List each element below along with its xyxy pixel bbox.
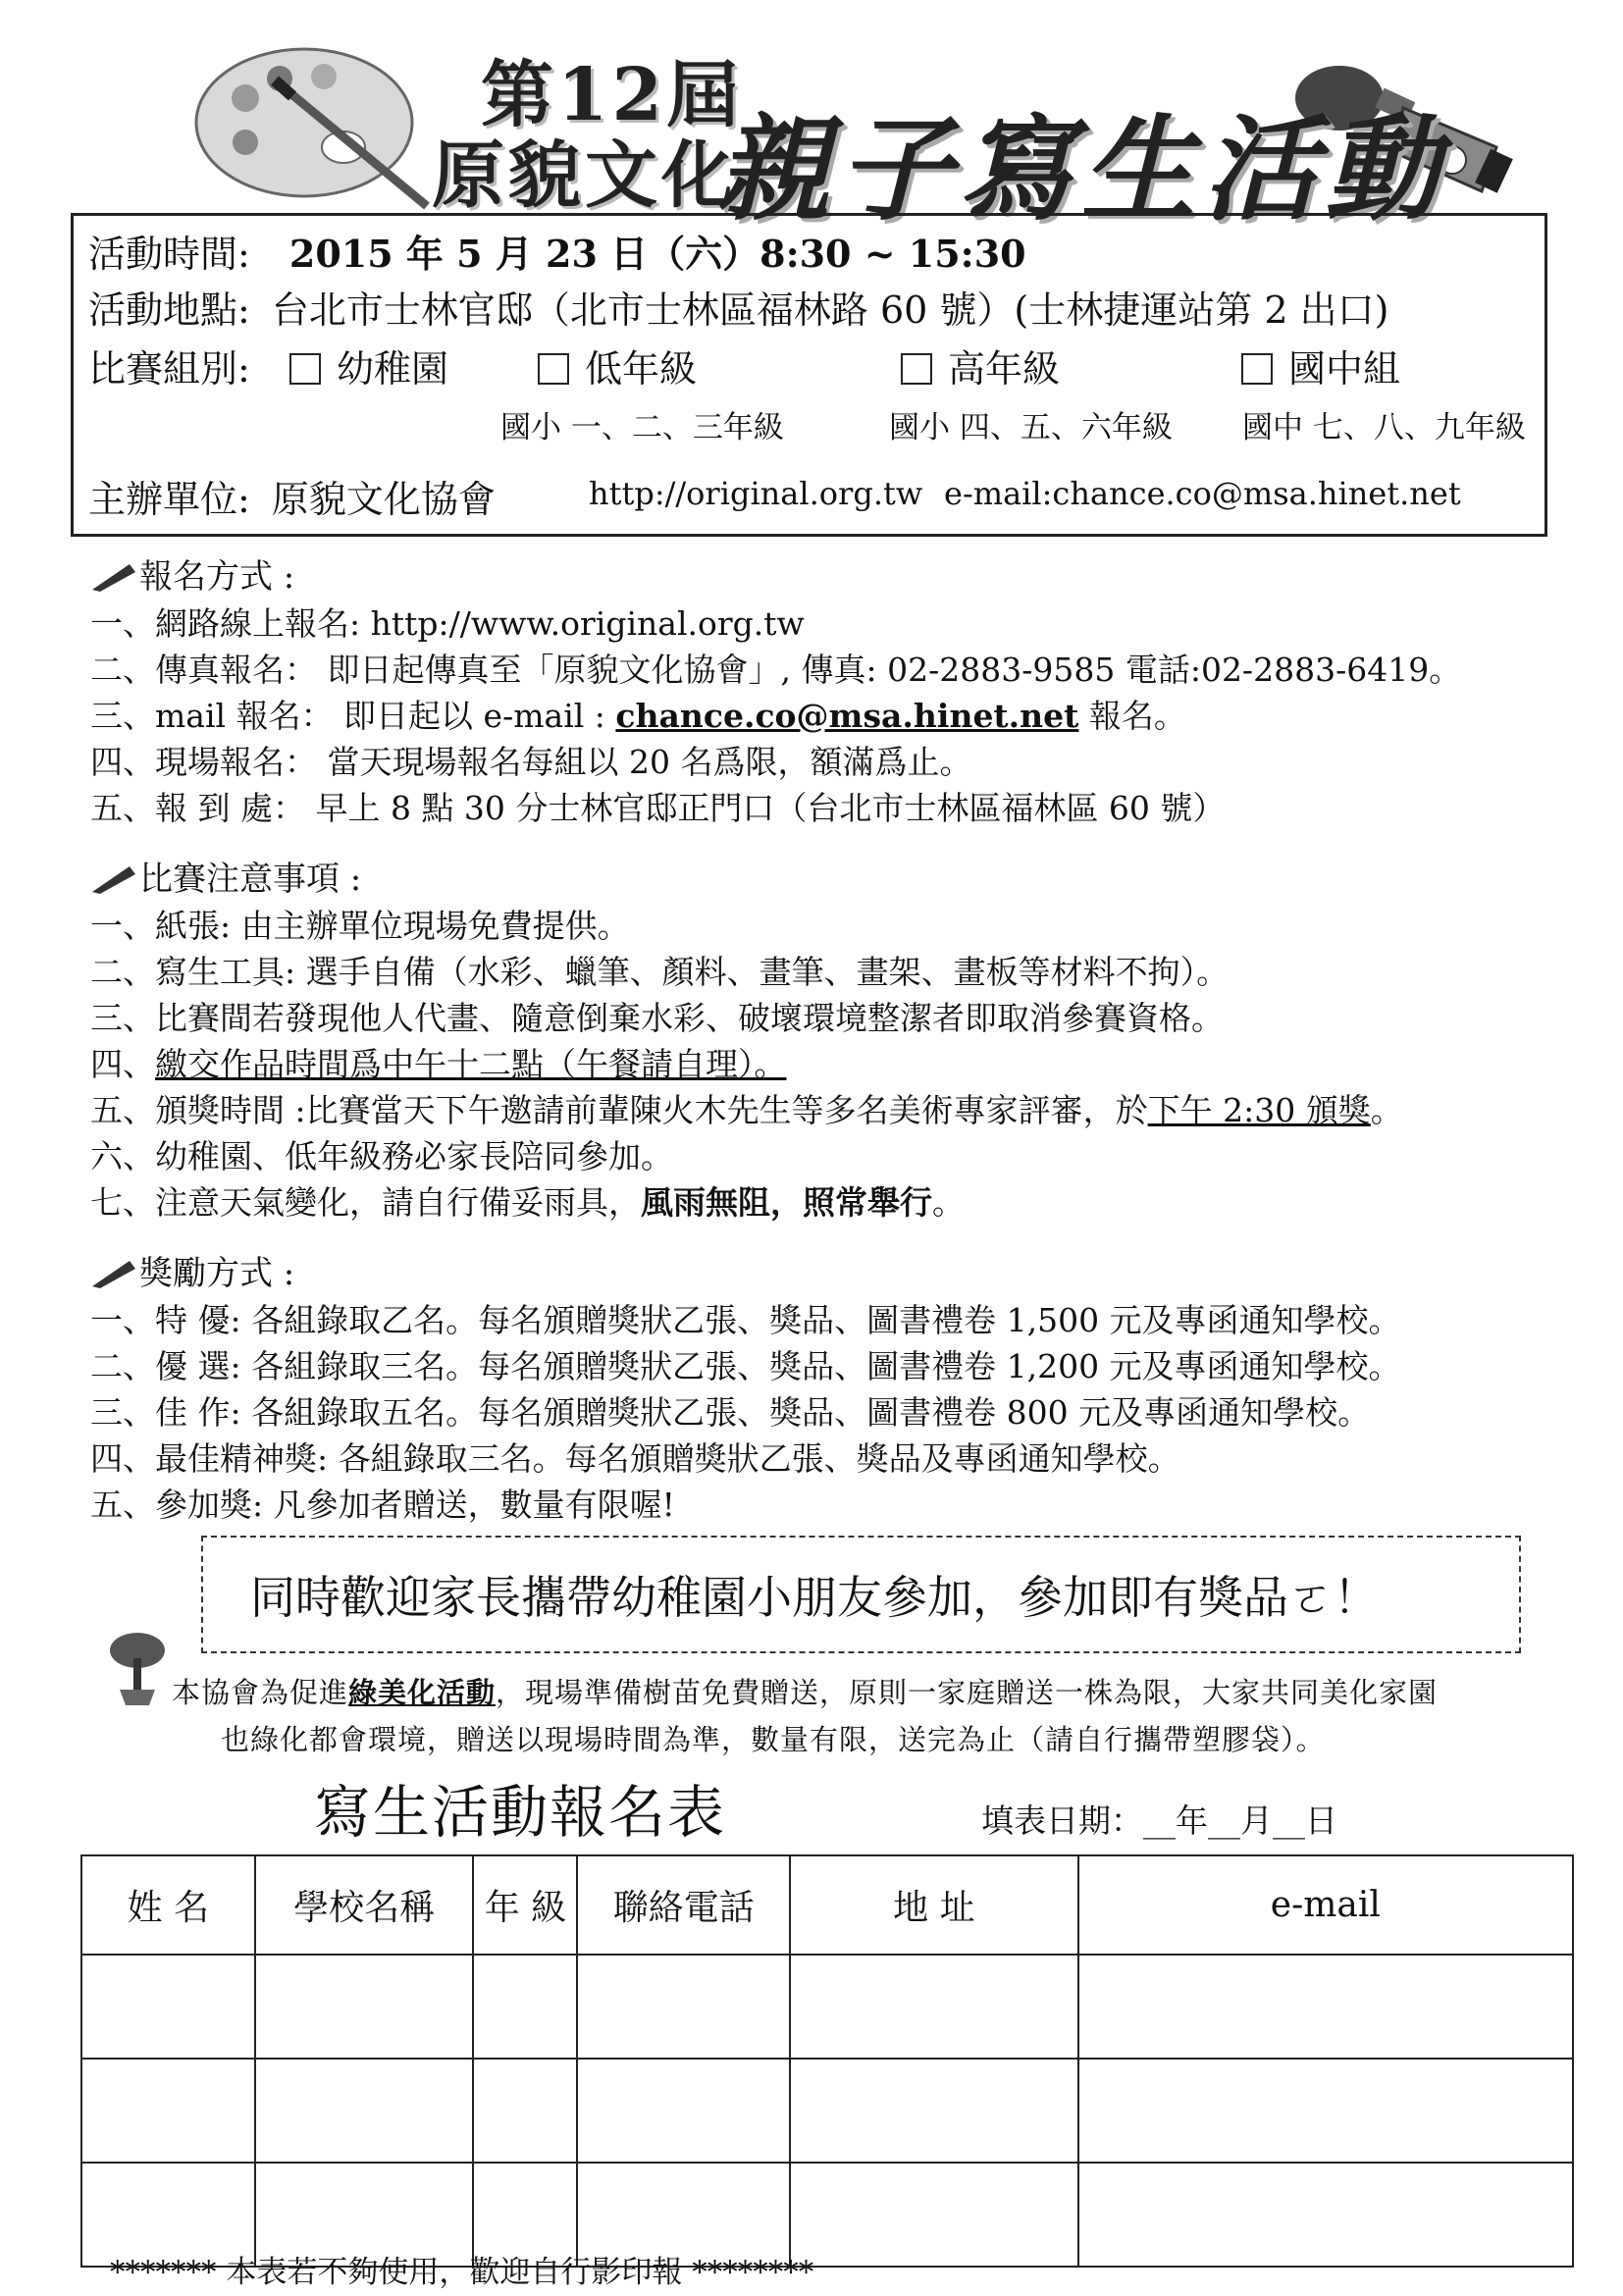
notes-item: 一、紙張: 由主辦單位現場免費提供。 xyxy=(90,907,630,945)
checkbox[interactable] xyxy=(1241,353,1273,385)
grade-range-lower: 國小 一、二、三年級 xyxy=(500,410,784,445)
school-cell[interactable] xyxy=(255,2059,474,2163)
group-option-kindergarten[interactable]: 幼稚園 xyxy=(289,339,448,392)
awards-item: 二、優 選: 各組錄取三名。每名頒贈獎狀乙張、獎品、圖書禮卷 1,200 元及專函通知學校。 xyxy=(90,1347,1401,1385)
email-cell[interactable] xyxy=(1078,2059,1573,2163)
pen-icon xyxy=(90,1259,135,1288)
group-option-upper[interactable]: 高年級 xyxy=(901,339,1060,392)
organizer-title: 原貌文化 xyxy=(432,133,738,218)
checkbox[interactable] xyxy=(901,353,932,385)
event-place xyxy=(88,280,1388,334)
notes-item: 四、繳交作品時間爲中午十二點（午餐請自理）。 xyxy=(90,1045,787,1083)
tree-note-line1: 本協會為促進綠美化活動，現場準備樹苗免費贈送，原則一家庭贈送一株為限，大家共同美化家園 xyxy=(172,1676,1439,1709)
group-option-junior[interactable]: 國中組 xyxy=(1241,339,1400,392)
email-cell[interactable] xyxy=(1078,2163,1573,2267)
fill-date-field[interactable]: 填表日期：__年__月__日 xyxy=(981,1801,1337,1840)
registration-item: 五、報 到 處： 早上 8 點 30 分士林官邸正門口（台北市士林區福林區 60 號） xyxy=(90,789,1226,827)
grade-cell[interactable] xyxy=(473,1955,577,2059)
checkbox[interactable] xyxy=(538,353,569,385)
name-cell[interactable] xyxy=(81,2059,255,2163)
grade-cell[interactable] xyxy=(473,2059,577,2163)
event-time xyxy=(88,224,1026,278)
awards-item: 一、特 優: 各組錄取乙名。每名頒贈獎狀乙張、獎品、圖書禮卷 1,500 元及專函通知學校。 xyxy=(90,1301,1401,1339)
host-email[interactable]: e-mail:chance.co@msa.hinet.net xyxy=(944,475,1461,512)
event-title: 親子寫生活動 xyxy=(716,103,1446,236)
host-url-link[interactable]: http://original.org.tw xyxy=(589,475,923,512)
pen-icon xyxy=(90,562,135,592)
group-label: 比賽組別: xyxy=(88,347,250,391)
name-cell[interactable] xyxy=(81,1955,255,2059)
col-header-address: 地 址 xyxy=(790,1855,1078,1955)
edition-title: 第12屆 xyxy=(481,53,743,137)
host-row: 主辦單位: 原貌文化協會 xyxy=(88,478,496,521)
registration-item: 四、現場報名： 當天現場報名每組以 20 名爲限，額滿爲止。 xyxy=(90,743,972,781)
grade-range-junior: 國中 七、八、九年級 xyxy=(1242,410,1526,445)
notes-heading: 比賽注意事項 : xyxy=(90,852,361,900)
email-cell[interactable] xyxy=(1078,1955,1573,2059)
tree-icon xyxy=(106,1629,169,1707)
notes-item: 二、寫生工具: 選手自備（水彩、蠟筆、顏料、畫筆、畫架、畫板等材料不拘）。 xyxy=(90,953,1230,991)
form-title: 寫生活動報名表 xyxy=(314,1779,727,1846)
time-value: 2015 年 5 月 23 日（六）8:30 ~ 15:30 xyxy=(288,232,1026,276)
awards-item: 四、最佳精神獎: 各組錄取三名。每名頒贈獎狀乙張、獎品及專函通知學校。 xyxy=(90,1439,1180,1478)
checkbox[interactable] xyxy=(289,353,321,385)
paint-palette-icon xyxy=(186,29,442,216)
phone-cell[interactable] xyxy=(577,2059,790,2163)
time-label: 活動時間: xyxy=(88,233,250,276)
host-name: 原貌文化協會 xyxy=(271,478,496,521)
col-header-school: 學校名稱 xyxy=(255,1855,474,1955)
grade-range-upper: 國小 四、五、六年級 xyxy=(889,410,1173,445)
address-cell[interactable] xyxy=(790,2163,1078,2267)
group-option-lower[interactable]: 低年級 xyxy=(538,339,697,392)
awards-item: 三、佳 作: 各組錄取五名。每名頒贈獎狀乙張、獎品、圖書禮卷 800 元及專函通知學校。 xyxy=(90,1393,1371,1432)
form-footnote: ******* 本表若不夠使用，歡迎自行影印報 ******** xyxy=(110,2255,814,2290)
col-header-name: 姓 名 xyxy=(81,1855,255,1955)
registration-heading: 報名方式 : xyxy=(90,549,294,598)
banner-text: 同時歡迎家長攜帶幼稚園小朋友參加，參加即有獎品ㄛ！ xyxy=(250,1571,1379,1624)
notes-item: 五、頒獎時間 :比賽當天下午邀請前輩陳火木先生等多名美術專家評審，於下午 2:30 頒獎。 xyxy=(90,1091,1403,1129)
place-value: 台北市士林官邸（北市士林區福林路 60 號）(士林捷運站第 2 出口) xyxy=(271,288,1389,332)
table-row xyxy=(81,2059,1573,2163)
awards-item: 五、參加獎: 凡參加者贈送，數量有限喔! xyxy=(90,1486,675,1524)
address-cell[interactable] xyxy=(790,1955,1078,2059)
school-cell[interactable] xyxy=(255,1955,474,2059)
registration-item: 二、傳真報名： 即日起傳真至「原貌文化協會」, 傳真: 02-2883-9585 電話:02-2883-6419。 xyxy=(90,651,1462,689)
registration-item: 三、mail 報名： 即日起以 e-mail : chance.co@msa.hinet.net 報名。 xyxy=(90,697,1186,735)
registration-item: 一、網路線上報名: http://www.original.org.tw xyxy=(90,604,805,643)
awards-heading: 獎勵方式 : xyxy=(90,1246,294,1294)
tree-note-line2: 也綠化都會環境，贈送以現場時間為準，數量有限，送完為止（請自行攜帶塑膠袋）。 xyxy=(221,1723,1326,1756)
col-header-email: e-mail xyxy=(1078,1855,1573,1955)
place-label: 活動地點: xyxy=(88,288,250,332)
address-cell[interactable] xyxy=(790,2059,1078,2163)
notes-item: 六、幼稚園、低年級務必家長陪同參加。 xyxy=(90,1137,673,1175)
registration-form-table xyxy=(80,1854,1574,2268)
table-header-row xyxy=(81,1855,1573,1955)
col-header-grade: 年 級 xyxy=(473,1855,577,1955)
registration-email-link[interactable]: chance.co@msa.hinet.net xyxy=(615,697,1079,735)
phone-cell[interactable] xyxy=(577,1955,790,2059)
pen-icon xyxy=(90,864,135,894)
table-row xyxy=(81,1955,1573,2059)
notes-item: 七、注意天氣變化，請自行備妥雨具，風雨無阻，照常舉行。 xyxy=(90,1183,965,1222)
col-header-phone: 聯絡電話 xyxy=(577,1855,790,1955)
notes-item: 三、比賽間若發現他人代畫、隨意倒棄水彩、破壞環境整潔者即取消參賽資格。 xyxy=(90,999,1224,1037)
